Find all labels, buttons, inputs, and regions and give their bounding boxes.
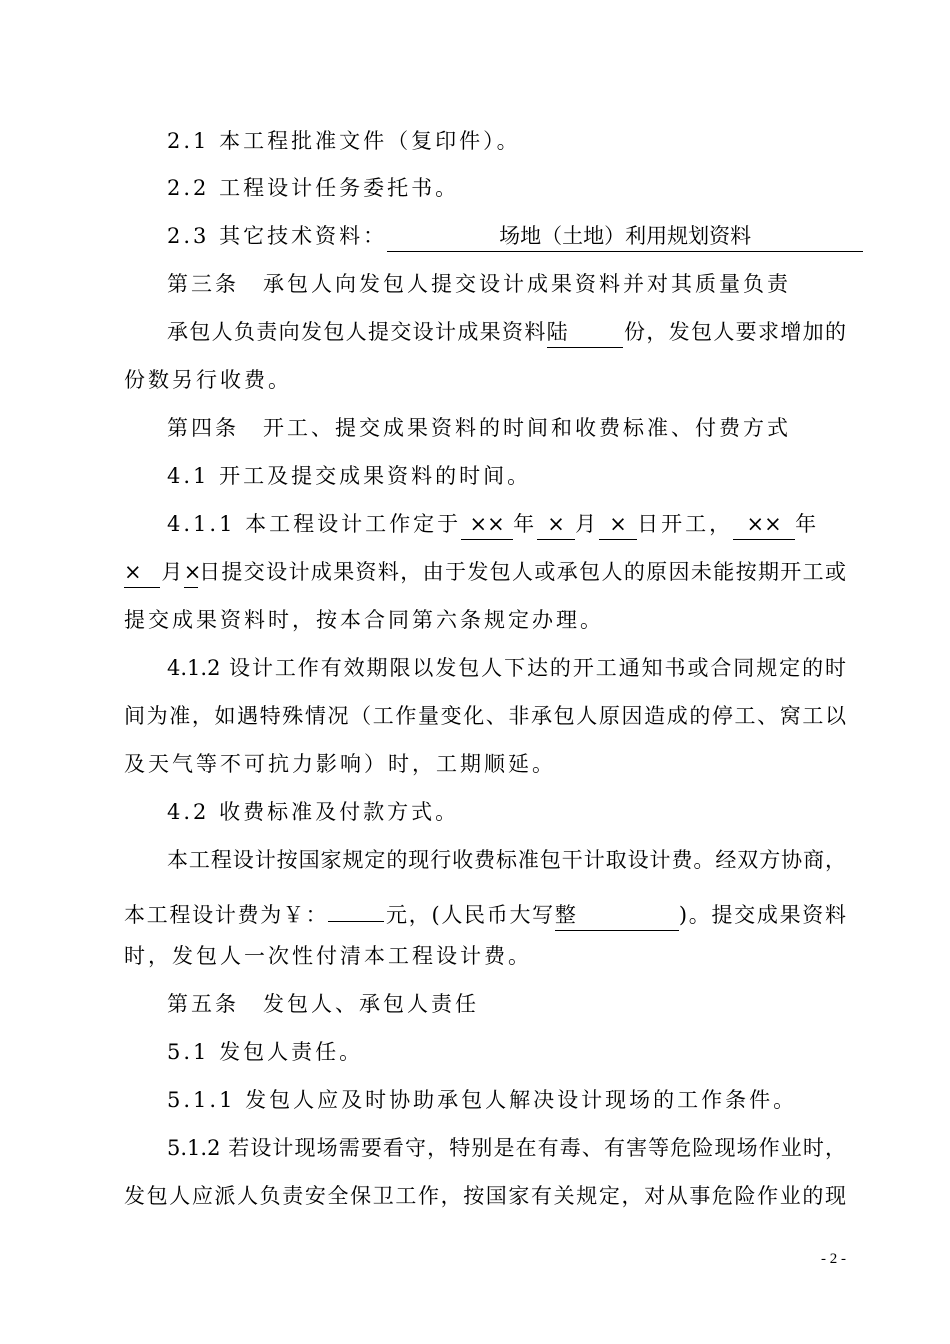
clause-4-1 <box>167 459 846 493</box>
heading-text: 第四条 开工、提交成果资料的时间和收费标准、付费方式 <box>167 416 791 440</box>
date-blank-deliver-year: ×× <box>733 509 795 540</box>
clause-2-2 <box>167 171 846 205</box>
date-blank-deliver-month: × <box>124 557 160 588</box>
fee-amount-words-blank: 整 <box>555 900 679 931</box>
fee-amount-blank <box>328 891 384 922</box>
clause-text: 4.1 开工及提交成果资料的时间。 <box>167 464 532 488</box>
page-number: - 2 - <box>821 1251 846 1267</box>
article-3-paragraph-line-1 <box>167 315 846 349</box>
article-3-heading <box>167 267 846 301</box>
clause-text: 本工程设计费为￥： <box>124 903 329 927</box>
filled-blank-materials: 场地（土地）利用规划资料 <box>387 221 863 252</box>
fee-paragraph-line-3 <box>124 939 846 973</box>
filled-blank-copies: 陆 <box>547 317 623 348</box>
heading-text: 第五条 发包人、承包人责任 <box>167 992 479 1016</box>
clause-4-1-2-line-1 <box>167 651 846 685</box>
clause-text: 及天气等不可抗力影响）时，工期顺延。 <box>124 752 556 776</box>
clause-text: 日开工， <box>637 512 734 536</box>
date-blank-start-month: × <box>537 509 575 540</box>
clause-4-1-1-line-1 <box>167 507 846 541</box>
clause-text: 5.1.1 发包人应及时协助承包人解决设计现场的工作条件。 <box>167 1088 798 1112</box>
clause-5-1-2-line-1 <box>167 1131 846 1165</box>
clause-text: 月 <box>575 512 600 536</box>
clause-text: 份，发包人要求增加的 <box>622 320 847 344</box>
article-3-paragraph-line-2 <box>124 363 846 397</box>
clause-text: 5.1.2 若设计现场需要看守，特别是在有毒、有害等危险现场作业时， <box>167 1136 846 1160</box>
date-blank-start-year: ×× <box>461 509 513 540</box>
date-blank-start-day: × <box>599 509 637 540</box>
clause-5-1-2-line-2 <box>124 1179 846 1213</box>
clause-text: 日提交设计成果资料，由于发包人或承包人的原因未能按期开工或 <box>197 560 847 584</box>
clause-text: 发包人应派人负责安全保卫工作，按国家有关规定，对从事危险作业的现 <box>124 1184 846 1208</box>
clause-text: 4.1.1 本工程设计工作定于 <box>167 512 462 536</box>
clause-text: 间为准，如遇特殊情况（工作量变化、非承包人原因造成的停工、窝工以 <box>124 704 846 728</box>
fee-paragraph-line-2 <box>124 891 846 925</box>
clause-text: 时，发包人一次性付清本工程设计费。 <box>124 944 532 968</box>
clause-text: 5.1 发包人责任。 <box>167 1040 364 1064</box>
clause-4-1-2-line-2 <box>124 699 846 733</box>
clause-2-3 <box>167 219 846 253</box>
clause-4-2 <box>167 795 846 829</box>
clause-4-1-1-line-3 <box>124 603 846 637</box>
date-blank-deliver-day: × <box>184 557 198 588</box>
clause-2-1 <box>167 124 846 158</box>
clause-5-1-1 <box>167 1083 846 1117</box>
clause-text: 元，(人民币大写 <box>384 903 555 927</box>
article-4-heading <box>167 411 846 445</box>
clause-text: 份数另行收费。 <box>124 368 292 392</box>
clause-text: 2.2 工程设计任务委托书。 <box>167 176 460 200</box>
clause-text: 4.2 收费标准及付款方式。 <box>167 800 460 824</box>
fee-paragraph-line-1 <box>167 843 846 877</box>
clause-text: 承包人负责向发包人提交设计成果资料 <box>167 320 547 344</box>
clause-text: 4.1.2 设计工作有效期限以发包人下达的开工通知书或合同规定的时 <box>167 656 846 680</box>
clause-5-1 <box>167 1035 846 1069</box>
article-5-heading <box>167 987 846 1021</box>
clause-text: 提交成果资料时，按本合同第六条规定办理。 <box>124 608 604 632</box>
clause-text: 年 <box>795 512 820 536</box>
clause-text: 2.1 本工程批准文件（复印件）。 <box>167 129 521 153</box>
clause-text: 月 <box>160 560 184 584</box>
heading-text: 第三条 承包人向发包人提交设计成果资料并对其质量负责 <box>167 272 791 296</box>
clause-text: 本工程设计按国家规定的现行收费标准包干计取设计费。经双方协商， <box>167 848 846 872</box>
clause-text: 2.3 其它技术资料： <box>167 224 388 248</box>
clause-text: 年 <box>513 512 538 536</box>
clause-text: )。提交成果资料 <box>678 903 846 927</box>
clause-4-1-2-line-3 <box>124 747 846 781</box>
clause-4-1-1-line-2 <box>124 555 846 589</box>
